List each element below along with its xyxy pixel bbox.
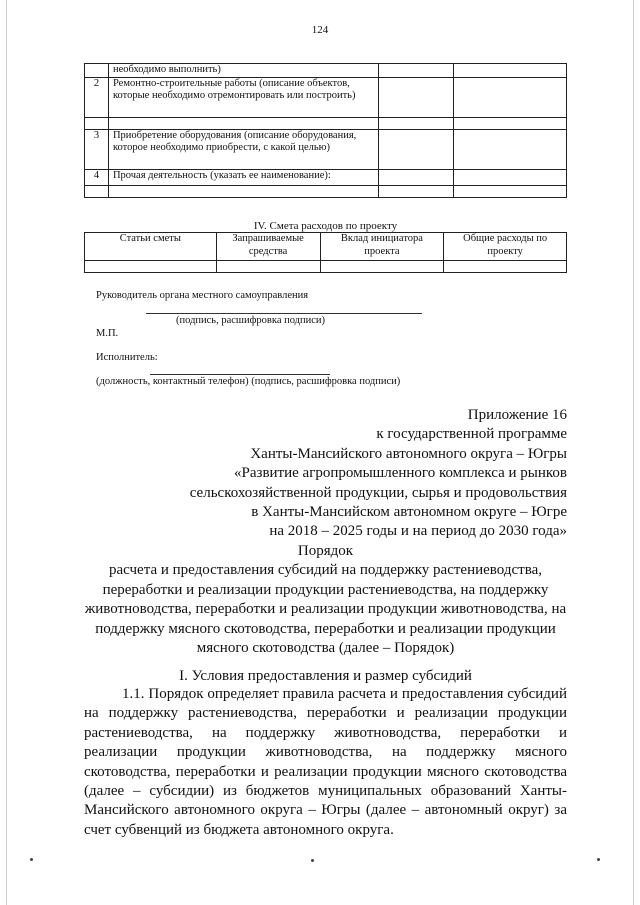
table-row bbox=[85, 169, 567, 185]
executor-caption: (должность, контактный телефон) (подпись, расшифровка подписи) bbox=[96, 376, 401, 387]
section-title: I. Условия предоставления и размер субсидий bbox=[179, 668, 472, 684]
scan-dot bbox=[311, 859, 314, 862]
column-header: Запрашиваемые средства bbox=[216, 233, 320, 261]
order-subtitle-line: животноводства, переработки и реализации продукции животноводства, на bbox=[84, 601, 567, 618]
head-caption: (подпись, расшифровка подписи) bbox=[176, 315, 326, 326]
empty-cell bbox=[216, 261, 320, 273]
appendix-line: Приложение 16 bbox=[467, 407, 567, 423]
table-row bbox=[85, 261, 567, 273]
empty-cell bbox=[85, 185, 109, 197]
order-subtitle-line: мясного скотоводства (далее – Порядок) bbox=[196, 640, 455, 657]
empty-cell bbox=[320, 261, 444, 273]
order-subtitle-line: поддержку мясного скотоводства, переработки и реализации продукции bbox=[95, 620, 556, 637]
empty-cell bbox=[454, 77, 567, 117]
empty-cell bbox=[379, 185, 454, 197]
empty-cell bbox=[85, 261, 217, 273]
empty-cell bbox=[108, 185, 378, 197]
row-number bbox=[85, 64, 109, 78]
row-number: 2 bbox=[85, 77, 109, 117]
empty-cell bbox=[454, 169, 567, 185]
appendix-line: к государственной программе bbox=[376, 426, 567, 443]
row-number: 4 bbox=[85, 169, 109, 185]
row-description: необходимо выполнить) bbox=[108, 64, 378, 78]
order-heading bbox=[84, 542, 567, 658]
table-row bbox=[85, 64, 567, 78]
appendix-line: на 2018 – 2025 годы и на период до 2030 года» bbox=[269, 523, 567, 540]
order-subtitle-line: расчета и предоставления субсидий на поддержку растениеводства, bbox=[108, 562, 542, 579]
column-header: Вклад инициатора проекта bbox=[320, 233, 444, 261]
empty-cell bbox=[454, 117, 567, 129]
budget-title: IV. Смета расходов по проекту bbox=[253, 220, 398, 232]
scan-edge-left bbox=[6, 0, 7, 905]
empty-cell bbox=[444, 261, 567, 273]
column-header: Общие расходы по проекту bbox=[444, 233, 567, 261]
section-paragraph: 1.1. Порядок определяет правила расчета и предоставления субсидий на поддержку растениеводства, переработки и реализации продукции растениеводства, на поддержку животноводства, переработки и реализации продукции животноводства, на поддержку мясного скотоводства, переработки и реализации продукции мясного скотоводства (далее – субсидии) из бюджетов муниципальных образований Ханты-Мансийского автономного округа – Югры (далее – автономный округ) за счет субвенций из бюджета автономного округа. bbox=[84, 686, 567, 838]
scan-dot bbox=[597, 858, 600, 861]
appendix-line: в Ханты-Мансийском автономном округе – Югре bbox=[251, 504, 567, 521]
empty-cell bbox=[454, 185, 567, 197]
appendix-line: Ханты-Мансийского автономного округа – Югры bbox=[250, 445, 567, 462]
empty-cell bbox=[454, 64, 567, 78]
executor-signature-line bbox=[150, 374, 330, 375]
executor-label: Исполнитель: bbox=[96, 352, 158, 363]
empty-cell bbox=[85, 117, 109, 129]
row-description: Прочая деятельность (указать ее наименование): bbox=[108, 169, 378, 185]
table-row bbox=[85, 77, 567, 117]
appendix-line: сельскохозяйственной продукции, сырья и продовольствия bbox=[189, 484, 567, 501]
column-header: Статьи сметы bbox=[85, 233, 217, 261]
stamp-label: М.П. bbox=[96, 328, 119, 339]
order-title: Порядок bbox=[297, 543, 354, 559]
empty-cell bbox=[379, 129, 454, 169]
empty-cell bbox=[379, 169, 454, 185]
head-signature-line bbox=[146, 313, 422, 314]
appendix-header bbox=[147, 406, 567, 542]
scan-dot bbox=[30, 858, 33, 861]
order-subtitle-line: переработки и реализации продукции растениеводства, на поддержку bbox=[102, 581, 549, 598]
budget-table bbox=[84, 232, 567, 273]
empty-cell bbox=[454, 129, 567, 169]
table-row bbox=[85, 185, 567, 197]
empty-cell bbox=[379, 64, 454, 78]
scan-edge-right bbox=[633, 0, 634, 905]
empty-cell bbox=[108, 117, 378, 129]
row-description: Ремонтно-строительные работы (описание объектов, которые необходимо отремонтировать или построить) bbox=[108, 77, 378, 117]
activities-table bbox=[84, 63, 567, 198]
head-label: Руководитель органа местного самоуправления bbox=[96, 290, 309, 301]
empty-cell bbox=[379, 117, 454, 129]
appendix-line: «Развитие агропромышленного комплекса и рынков bbox=[234, 465, 567, 482]
empty-cell bbox=[379, 77, 454, 117]
table-row bbox=[85, 129, 567, 169]
row-description: Приобретение оборудования (описание оборудования, которое необходимо приобрести, с какой целью) bbox=[108, 129, 378, 169]
table-row bbox=[85, 117, 567, 129]
table-header-row bbox=[85, 233, 567, 261]
row-number: 3 bbox=[85, 129, 109, 169]
page-number: 124 bbox=[311, 24, 329, 36]
